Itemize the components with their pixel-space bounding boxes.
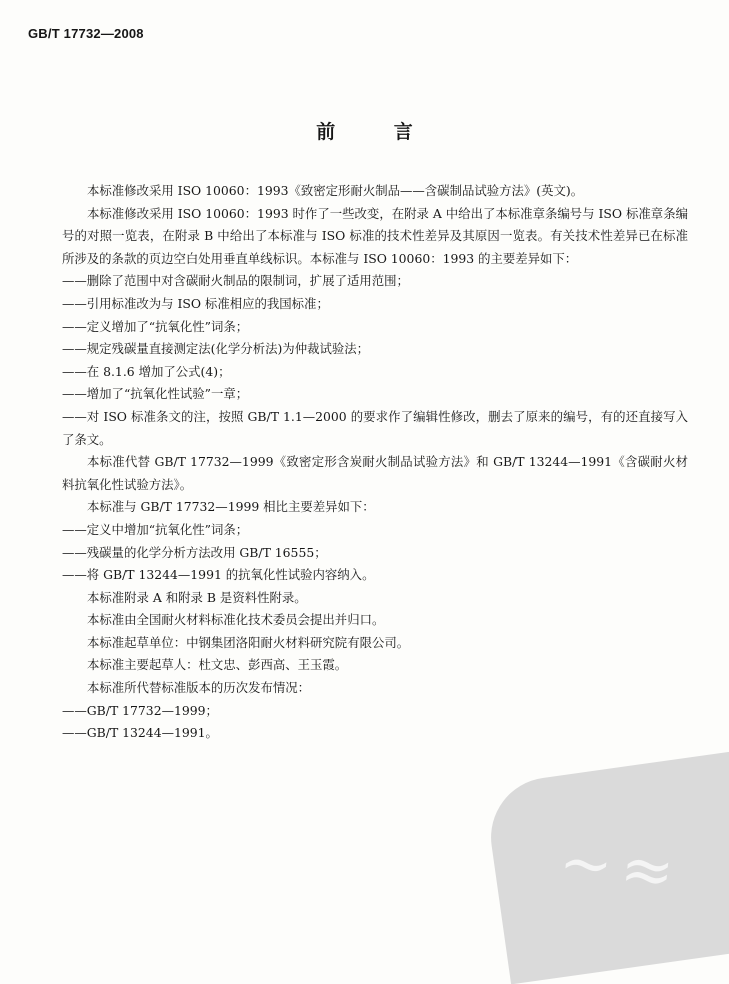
dash-list-item: ——定义增加了“抗氧化性”词条； (62, 318, 249, 334)
dash-list-item: ——删除了范围中对含碳耐火制品的限制词，扩展了适用范围； (62, 273, 409, 289)
standard-number: GB/T 17732—2008 (28, 26, 144, 41)
seal-watermark: ~≈ (483, 752, 729, 984)
document-body (62, 180, 688, 745)
dash-list-item: ——增加了“抗氧化性试验”一章； (62, 386, 249, 402)
paragraph: 本标准附录 A 和附录 B 是资料性附录。 (87, 589, 307, 605)
paragraph: 本标准起草单位：中钢集团洛阳耐火材料研究院有限公司。 (87, 634, 410, 650)
paragraph: 本标准代替 GB/T 17732—1999《致密定形含炭耐火制品试验方法》和 GB/T 13244—1991《含碳耐火材料抗氧化性试验方法》。 (62, 454, 688, 492)
paragraph: 本标准所代替标准版本的历次发布情况： (87, 680, 311, 696)
dash-list-item: ——在 8.1.6 增加了公式(4)； (62, 363, 231, 379)
paragraph: 本标准由全国耐火材料标准化技术委员会提出并归口。 (87, 612, 385, 628)
dash-list-item: ——引用标准改为与 ISO 标准相应的我国标准； (62, 295, 329, 311)
dash-list-item: ——定义中增加“抗氧化性”词条； (62, 521, 249, 537)
dash-list-item: ——将 GB/T 13244—1991 的抗氧化性试验内容纳入。 (62, 567, 375, 583)
dash-list-item: ——GB/T 13244—1991。 (62, 725, 218, 741)
paragraph: 本标准修改采用 ISO 10060：1993 时作了一些改变，在附录 A 中给出了本标准章条编号与 ISO 标准章条编号的对照一览表，在附录 B 中给出了本标准与 ISO 标准的技术性差异及其原因一览表。有关技术性差异已在标准所涉及的条款的页边空白处用垂直单线标识。本标准与 ISO 10060：1993 的主要差异如下： (62, 205, 688, 266)
paragraph: 本标准与 GB/T 17732—1999 相比主要差异如下： (87, 499, 375, 515)
dash-list-item: ——GB/T 17732—1999； (62, 702, 218, 718)
dash-list-item: ——对 ISO 标准条文的注，按照 GB/T 1.1—2000 的要求作了编辑性修改，删去了原来的编号，有的还直接写入了条文。 (62, 408, 688, 447)
dash-list-item: ——残碳量的化学分析方法改用 GB/T 16555； (62, 544, 327, 560)
page-title: 前 言 (316, 121, 439, 143)
paragraph: 本标准主要起草人：杜文忠、彭西高、王玉霞。 (87, 657, 348, 673)
paragraph: 本标准修改采用 ISO 10060：1993《致密定形耐火制品——含碳制品试验方法》(英文)。 (87, 183, 584, 198)
dash-list-item: ——规定残碳量直接测定法(化学分析法)为仲裁试验法； (62, 341, 370, 357)
